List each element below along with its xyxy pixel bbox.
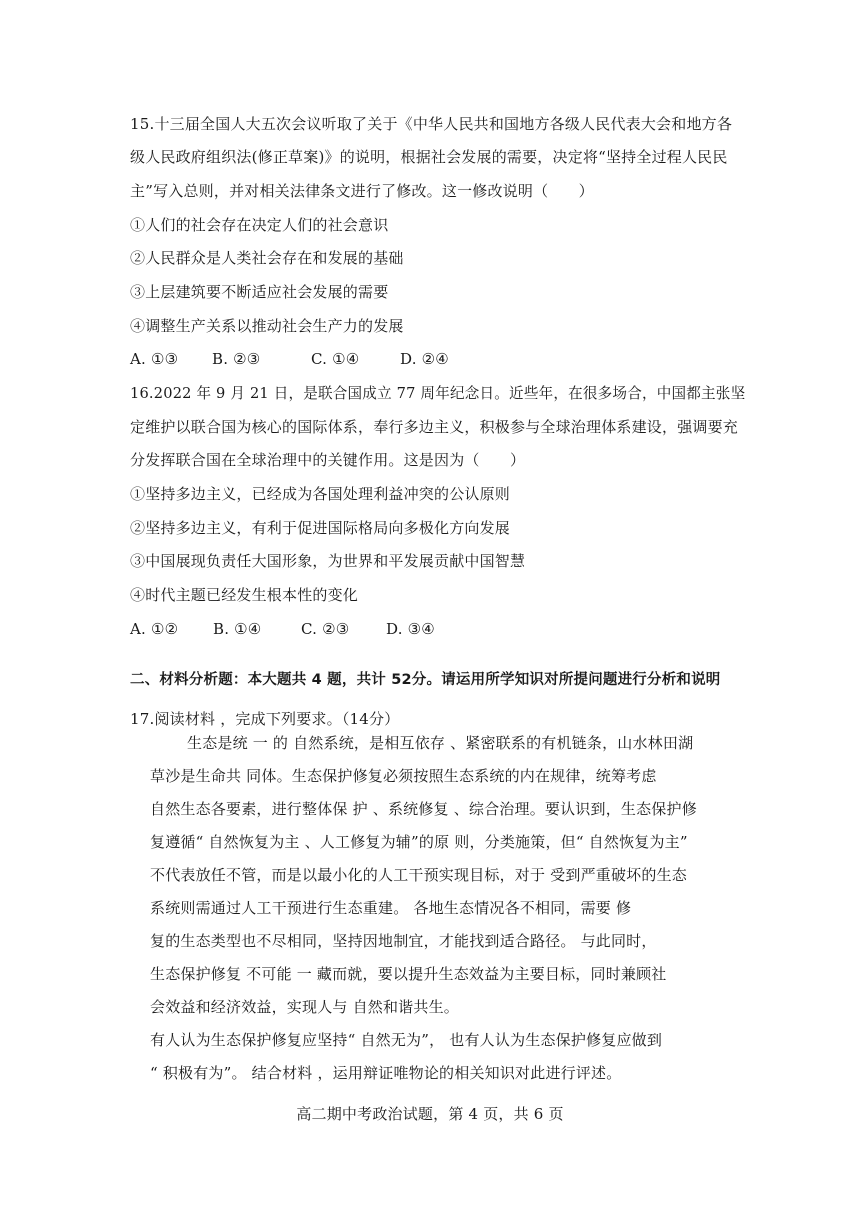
page-footer: 高二期中考政治试题，第 4 页，共 6 页 (296, 1105, 564, 1123)
q17-material-line-1: 生态是统 一 的 自然系统，是相互依存 、紧密联系的有机链条，山水林田湖 (187, 734, 694, 752)
q16-stem-line-1: 16.2022 年 9 月 21 日，是联合国成立 77 周年纪念日。近些年，在很多场合，中国都主张坚 (130, 384, 746, 402)
q17-title: 17.阅读材料 ，完成下列要求。（14分） (130, 710, 400, 728)
q17-material-line-7: 复的生态类型也不尽相同，坚持因地制宜，才能找到适合路径。 与此同时， (150, 932, 657, 950)
q15-option-2: ②人民群众是人类社会存在和发展的基础 (130, 249, 404, 267)
q17-material-line-6: 系统则需通过人工干预进行生态重建。 各地生态情况各不相同，需要 修 (150, 899, 632, 917)
q17-material-line-4: 复遵循“ 自然恢复为主 、人工修复为辅”的原 则，分类施策，但“ 自然恢复为主” (150, 833, 688, 851)
q16-choice-d: D. ③④ (386, 620, 435, 638)
q16-stem-line-3: 分发挥联合国在全球治理中的关键作用。这是因为（ ） (130, 451, 526, 469)
q17-question-line-2: “ 积极有为”。 结合材料 ，运用辩证唯物论的相关知识对此进行评述。 (150, 1064, 622, 1082)
q16-choices (130, 619, 435, 639)
q17-material-line-9: 会效益和经济效益，实现人与 自然和谐共生。 (150, 998, 459, 1016)
q17-question-line-1: 有人认为生态保护修复应坚持“ 自然无为”， 也有人认为生态保护修复应做到 (150, 1031, 663, 1049)
q15-stem-line-2: 级人民政府组织法(修正草案)》的说明，根据社会发展的需要，决定将“坚持全过程人民民 (130, 148, 728, 166)
q16-choice-a: A. ①② (130, 620, 179, 638)
q15-option-3: ③上层建筑要不断适应社会发展的需要 (130, 283, 389, 301)
q15-choice-b: B. ②③ (212, 350, 261, 368)
q17-material-line-3: 自然生态各要素，进行整体保 护 、系统修复 、综合治理。要认识到，生态保护修 (150, 800, 697, 818)
q15-stem-line-3: 主”写入总则，并对相关法律条文进行了修改。这一修改说明（ ） (130, 182, 594, 200)
q15-choice-d: D. ②④ (400, 350, 449, 368)
q17-material-line-8: 生态保护修复 不可能 一 藏而就，要以提升生态效益为主要目标，同时兼顾社 (150, 965, 667, 983)
q15-stem-line-1: 15.十三届全国人大五次会议听取了关于《中华人民共和国地方各级人民代表大会和地方各 (130, 115, 733, 133)
q16-stem-line-2: 定维护以联合国为核心的国际体系，奉行多边主义，积极参与全球治理体系建设，强调要充 (130, 418, 739, 436)
q15-choice-c: C. ①④ (311, 350, 360, 368)
q16-option-3: ③中国展现负责任大国形象，为世界和平发展贡献中国智慧 (130, 552, 526, 570)
q16-option-2: ②坚持多边主义，有利于促进国际格局向多极化方向发展 (130, 519, 511, 537)
q16-choice-b: B. ①④ (213, 620, 262, 638)
q15-choice-a: A. ①③ (130, 350, 179, 368)
q15-option-1: ①人们的社会存在决定人们的社会意识 (130, 216, 389, 234)
q16-option-1: ①坚持多边主义，已经成为各国处理利益冲突的公认原则 (130, 485, 511, 503)
q15-choices (130, 349, 449, 369)
q16-choice-c: C. ②③ (301, 620, 350, 638)
q17-material-line-5: 不代表放任不管，而是以最小化的人工干预实现目标，对于 受到严重破坏的生态 (150, 866, 687, 884)
q15-option-4: ④调整生产关系以推动社会生产力的发展 (130, 317, 404, 335)
q16-option-4: ④时代主题已经发生根本性的变化 (130, 586, 359, 604)
section2-heading: 二、材料分析题：本大题共 4 题，共计 52分。请运用所学知识对所提问题进行分析和说明 (130, 672, 721, 688)
q17-material-line-2: 草沙是生命共 同体。生态保护修复必须按照生态系统的内在规律，统筹考虑 (150, 767, 657, 785)
